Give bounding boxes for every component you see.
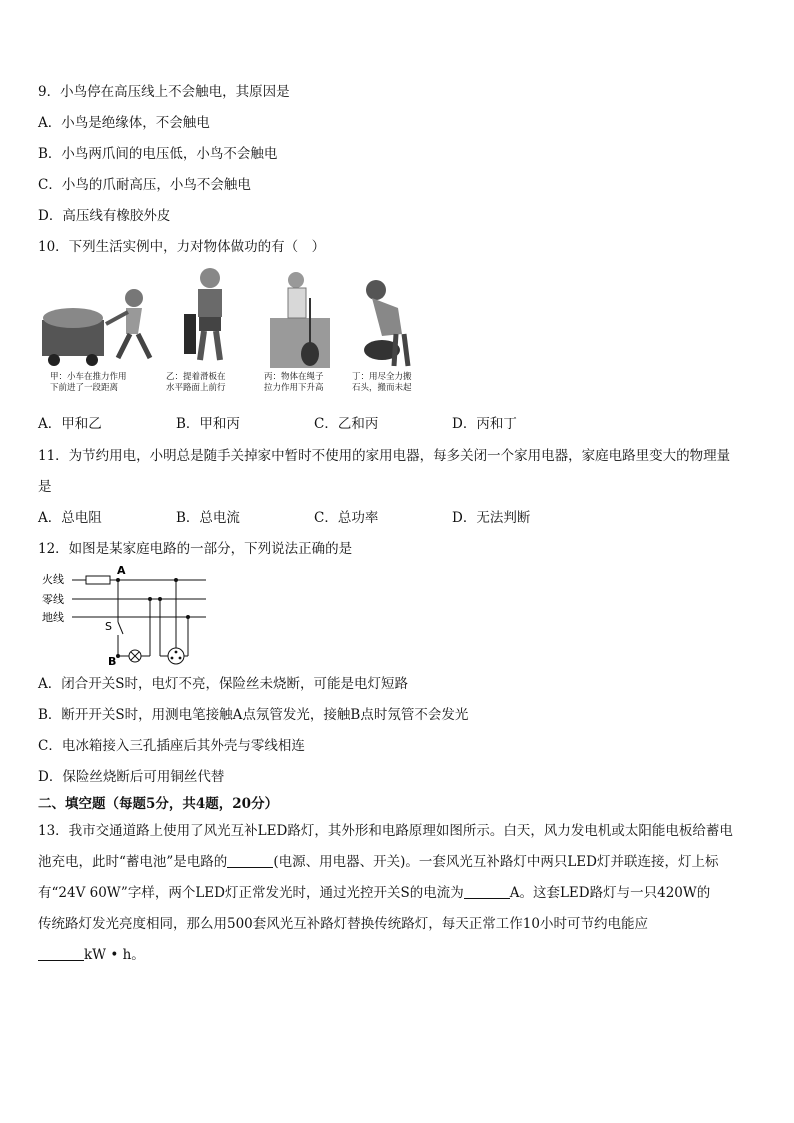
point-a-label: A xyxy=(117,564,126,577)
q13-line4: 传统路灯发光亮度相同，那么用500套风光互补路灯替换传统路灯，每天正常工作10小时可节约电能应 xyxy=(38,916,648,932)
three-pin-socket xyxy=(168,648,184,664)
q11-stem-line1: 11．为节约用电，小明总是随手关掉家中暂时不使用的家用电器，每多关闭一个家用电器，家庭电路里变大的物理量 xyxy=(38,448,731,464)
caption-yi-line1: 乙：提着滑板在 xyxy=(166,372,226,382)
live-wire-label: 火线 xyxy=(42,573,64,586)
q13-line3 xyxy=(38,884,710,902)
q13-line2-a: 池充电，此时“蓄电池”是电路的 xyxy=(38,854,228,870)
q10-option-a: A．甲和乙 xyxy=(38,416,102,432)
switch-s xyxy=(118,622,123,634)
q12-option-d: D．保险丝烧断后可用铜丝代替 xyxy=(38,769,225,785)
q9-option-d: D．高压线有橡胶外皮 xyxy=(38,208,171,224)
q12-stem: 12．如图是某家庭电路的一部分，下列说法正确的是 xyxy=(38,541,353,557)
switch-label: S xyxy=(105,620,112,633)
caption-jia-line2: 下前进了一段距离 xyxy=(50,383,119,393)
walking-man-illustration xyxy=(180,264,240,364)
neutral-wire-label: 零线 xyxy=(42,593,64,606)
q11-option-a: A．总电阻 xyxy=(38,510,102,526)
caption-ding-line2: 石头，搬而未起 xyxy=(352,383,412,393)
caption-jia-line1: 甲：小车在推力作用 xyxy=(50,372,127,382)
q13-line2 xyxy=(38,853,719,871)
q11-option-d: D．无法判断 xyxy=(452,510,531,526)
q13-line5-b: kW • h。 xyxy=(84,947,145,963)
q11-stem-line2: 是 xyxy=(38,479,52,495)
q10-option-c: C．乙和丙 xyxy=(314,416,379,432)
point-b-label: B xyxy=(108,655,117,668)
q13-line3-b: A。这套LED路灯与一只420W的 xyxy=(509,885,711,901)
q11-option-c: C．总功率 xyxy=(314,510,379,526)
q12-option-c: C．电冰箱接入三孔插座后其外壳与零线相连 xyxy=(38,738,305,754)
q13-line2-b: (电源、用电器、开关)。一套风光互补路灯中两只LED灯并联连接，灯上标 xyxy=(273,854,719,870)
q13-line1: 13．我市交通道路上使用了风光互补LED路灯，其外形和电路原理如图所示。白天，风力发电机或太阳能电板给蓄电 xyxy=(38,823,733,839)
lift-stone-illustration xyxy=(352,274,422,374)
q12-option-b: B．断开开关S时，用测电笔接触A点氖管发光，接触B点时氖管不会发光 xyxy=(38,707,469,723)
q13-line3-a: 有“24V 60W”字样，两个LED灯正常发光时，通过光控开关S的电流为 xyxy=(38,885,464,901)
answer-blank-2[interactable] xyxy=(464,884,510,899)
ground-wire-label: 地线 xyxy=(42,611,64,624)
q10-option-b: B．甲和丙 xyxy=(176,416,240,432)
q10-stem: 10．下列生活实例中，力对物体做功的有（ ） xyxy=(38,239,326,255)
q9-stem: 9．小鸟停在高压线上不会触电，其原因是 xyxy=(38,84,290,100)
q9-option-c: C．小鸟的爪耐高压，小鸟不会触电 xyxy=(38,177,251,193)
q10-option-d: D．丙和丁 xyxy=(452,416,517,432)
q11-option-b: B．总电流 xyxy=(176,510,240,526)
caption-ding-line1: 丁：用尽全力搬 xyxy=(352,372,412,382)
rope-lift-illustration xyxy=(266,268,346,372)
answer-blank-1[interactable] xyxy=(227,853,273,868)
cart-push-illustration xyxy=(38,268,163,368)
caption-bing-line2: 拉力作用下升高 xyxy=(264,383,324,393)
caption-bing-line1: 丙：物体在绳子 xyxy=(264,372,324,382)
caption-yi-line2: 水平路面上前行 xyxy=(166,383,226,393)
q9-option-a: A．小鸟是绝缘体，不会触电 xyxy=(38,115,210,131)
section-title: 二、填空题（每题5分，共4题，20分） xyxy=(38,796,279,812)
fuse xyxy=(86,576,110,584)
q9-option-b: B．小鸟两爪间的电压低，小鸟不会触电 xyxy=(38,146,278,162)
circuit-diagram xyxy=(38,564,218,668)
q13-line5 xyxy=(38,946,145,964)
q10-figure xyxy=(38,268,428,404)
q12-option-a: A．闭合开关S时，电灯不亮，保险丝未烧断，可能是电灯短路 xyxy=(38,676,408,692)
answer-blank-3[interactable] xyxy=(38,946,84,961)
